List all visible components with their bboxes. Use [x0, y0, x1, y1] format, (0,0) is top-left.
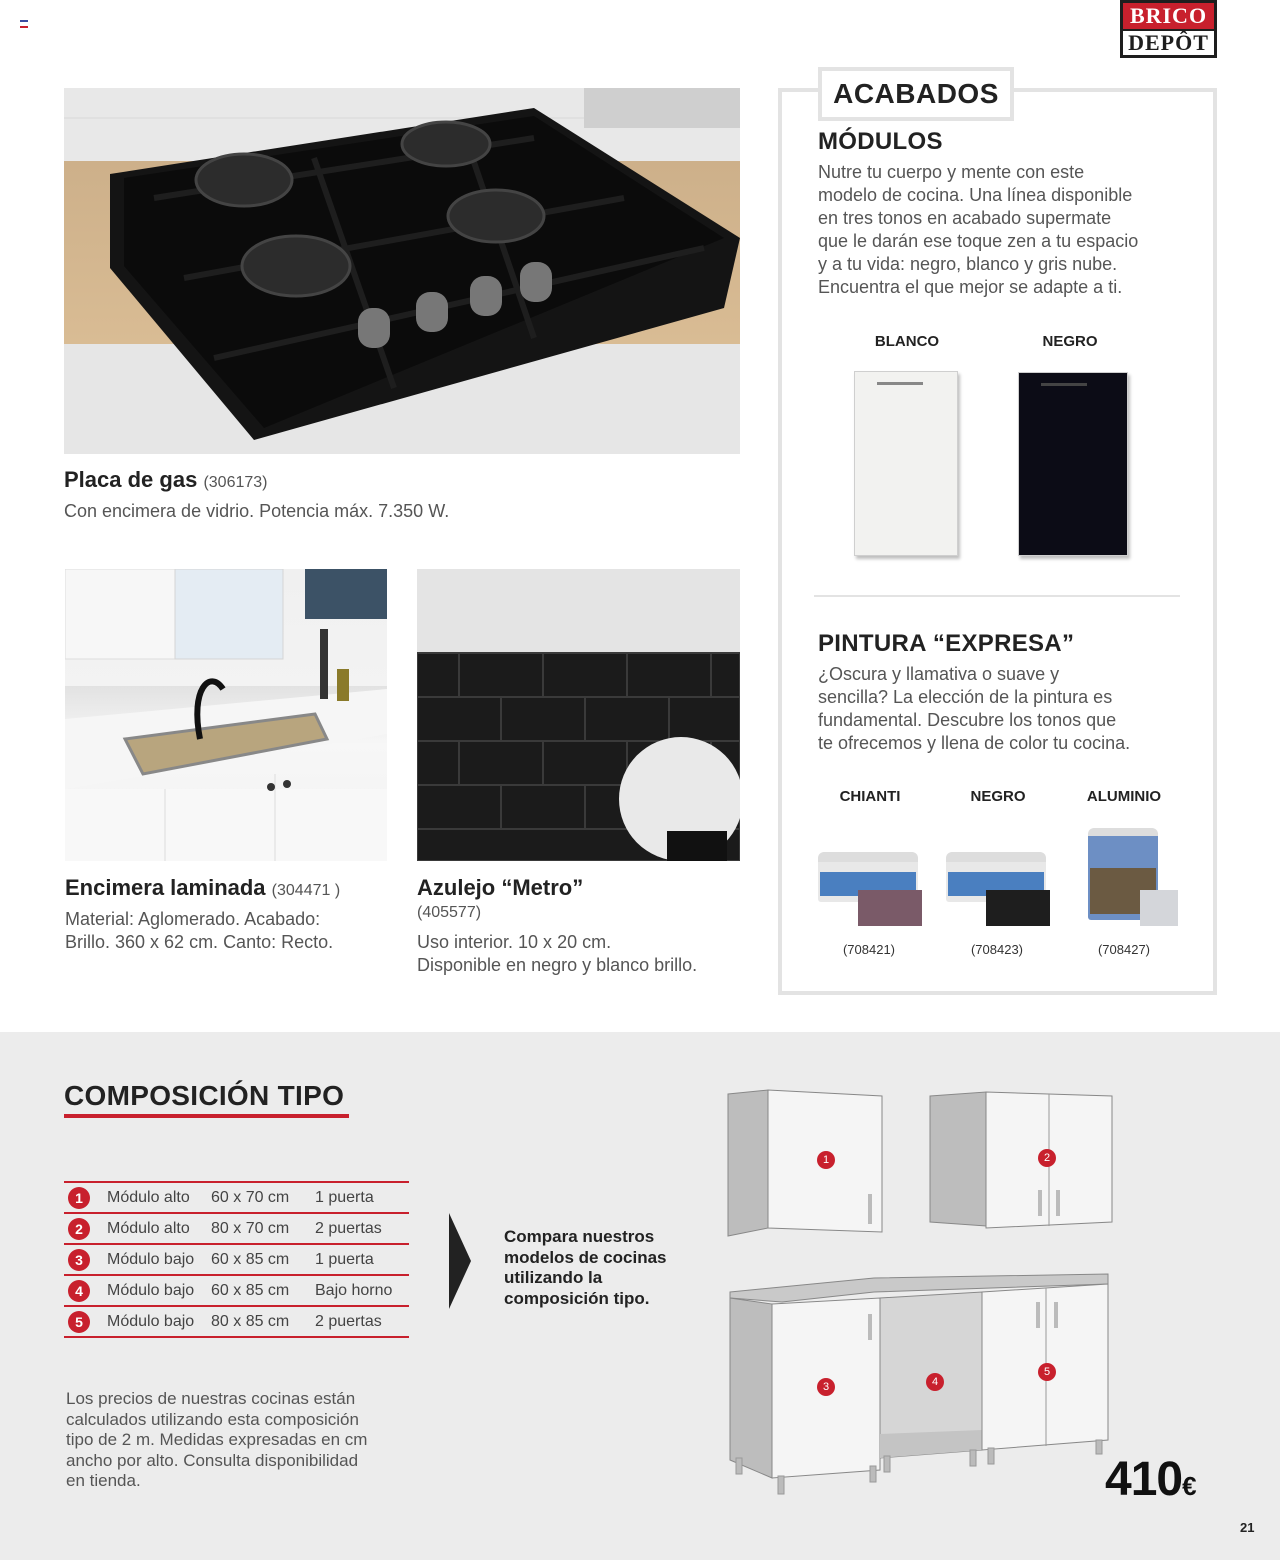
table-row	[64, 1306, 409, 1337]
swatch-label-blanco: BLANCO	[874, 333, 940, 350]
composicion-cabinets-drawing	[724, 1088, 1124, 1498]
row-number: 5	[68, 1311, 90, 1333]
chevron-right-icon	[449, 1213, 471, 1309]
row-detalle: 2 puertas	[315, 1213, 409, 1244]
price	[1105, 1452, 1196, 1507]
gas-hob-photo	[64, 88, 740, 454]
pintura-text-line: ¿Oscura y llamativa o suave y	[818, 664, 1060, 684]
note-line: calculados utilizando esta composición	[66, 1409, 359, 1429]
compare-line: composición tipo.	[504, 1288, 650, 1308]
countertop-code: (304471 )	[271, 882, 341, 899]
product-title-countertop	[65, 875, 340, 901]
row-number: 4	[68, 1280, 90, 1302]
row-tipo: Módulo bajo	[107, 1244, 211, 1275]
row-number: 3	[68, 1249, 90, 1271]
row-detalle: 1 puerta	[315, 1182, 409, 1213]
note-line: ancho por alto. Consulta disponibilidad	[66, 1450, 359, 1470]
row-tipo: Módulo alto	[107, 1213, 211, 1244]
row-number: 2	[68, 1218, 90, 1240]
paint-code-chianti: (708421)	[842, 942, 896, 957]
row-detalle: 2 puertas	[315, 1306, 409, 1337]
cabinet-marker-4: 4	[926, 1373, 944, 1391]
note-line: en tienda.	[66, 1471, 141, 1490]
modulos-text-line: y a tu vida: negro, blanco y gris nube.	[818, 254, 1118, 274]
tile-description	[417, 931, 747, 977]
logo-bottom-text: DEPÔT	[1123, 31, 1214, 55]
row-medida: 60 x 85 cm	[211, 1244, 315, 1275]
modulos-text-line: que le darán ese toque zen a tu espacio	[818, 231, 1139, 251]
row-medida: 80 x 70 cm	[211, 1213, 315, 1244]
countertop-description	[65, 908, 395, 954]
row-detalle: Bajo horno	[315, 1275, 409, 1306]
countertop-title: Encimera laminada	[65, 875, 266, 900]
cabinet-marker-1: 1	[817, 1151, 835, 1169]
composicion-underline	[64, 1114, 349, 1118]
compare-line: Compara nuestros	[504, 1227, 655, 1246]
laminate-countertop-photo	[65, 569, 387, 861]
row-number: 1	[68, 1187, 90, 1209]
paint-can-chianti	[818, 852, 924, 928]
table-row	[64, 1213, 409, 1244]
modulos-text-line: Encuentra el que mejor se adapte a ti.	[818, 277, 1123, 297]
compare-line: utilizando la	[504, 1268, 603, 1287]
tile-desc-line: Uso interior. 10 x 20 cm.	[417, 932, 612, 952]
paint-code-negro: (708423)	[970, 942, 1024, 957]
composicion-table	[64, 1181, 409, 1338]
paint-can-aluminio	[1088, 828, 1180, 928]
row-medida: 60 x 85 cm	[211, 1275, 315, 1306]
row-tipo: Módulo bajo	[107, 1306, 211, 1337]
pintura-text	[818, 663, 1198, 755]
paint-label-chianti: CHIANTI	[839, 788, 901, 805]
acabados-tab: ACABADOS	[818, 67, 1014, 121]
row-medida: 80 x 85 cm	[211, 1306, 315, 1337]
countertop-desc-line: Material: Aglomerado. Acabado:	[65, 909, 321, 929]
cabinet-marker-5: 5	[1038, 1363, 1056, 1381]
note-line: tipo de 2 m. Medidas expresadas en cm	[66, 1430, 368, 1449]
tile-code: (405577)	[417, 904, 482, 921]
note-line: Los precios de nuestras cocinas están	[66, 1389, 356, 1408]
paint-label-aluminio: ALUMINIO	[1086, 788, 1162, 805]
page-number: 21	[1240, 1520, 1255, 1535]
table-row	[64, 1182, 409, 1213]
pintura-text-line: fundamental. Descubre los tonos que	[818, 710, 1117, 730]
metro-tile-photo	[417, 569, 740, 861]
pintura-text-line: te ofrecemos y llena de color tu cocina.	[818, 733, 1131, 753]
logo-top-text: BRICO	[1123, 3, 1214, 29]
paint-can-negro	[946, 852, 1052, 928]
swatch-door-blanco	[854, 371, 958, 556]
price-currency: €	[1182, 1471, 1196, 1501]
table-row	[64, 1244, 409, 1275]
countertop-desc-line: Brillo. 360 x 62 cm. Canto: Recto.	[65, 932, 334, 952]
acabados-divider	[814, 595, 1180, 597]
modulos-text	[818, 161, 1198, 299]
row-medida: 60 x 70 cm	[211, 1182, 315, 1213]
product-title-hob	[64, 467, 267, 493]
modulos-text-line: en tres tonos en acabado supermate	[818, 208, 1112, 228]
swatch-door-negro	[1018, 372, 1128, 556]
modulos-text-line: modelo de cocina. Una línea disponible	[818, 185, 1133, 205]
row-tipo: Módulo bajo	[107, 1275, 211, 1306]
tile-desc-line: Disponible en negro y blanco brillo.	[417, 955, 698, 975]
composicion-title: COMPOSICIÓN TIPO	[64, 1080, 345, 1111]
brico-depot-logo	[1120, 0, 1217, 58]
cabinet-marker-2: 2	[1038, 1149, 1056, 1167]
paint-code-aluminio: (708427)	[1097, 942, 1151, 957]
pintura-text-line: sencilla? La elección de la pintura es	[818, 687, 1113, 707]
pintura-title: PINTURA “EXPRESA”	[818, 630, 1075, 657]
modulos-title: MÓDULOS	[818, 128, 943, 155]
price-value: 410	[1105, 1453, 1183, 1506]
compare-text	[504, 1227, 684, 1309]
modulos-text-line: Nutre tu cuerpo y mente con este	[818, 162, 1085, 182]
cabinet-marker-3: 3	[817, 1378, 835, 1396]
swatch-label-negro: NEGRO	[1042, 333, 1098, 350]
flag-icon	[20, 20, 28, 27]
paint-label-negro: NEGRO	[970, 788, 1026, 805]
hob-title: Placa de gas	[64, 467, 198, 492]
compare-line: modelos de cocinas	[504, 1247, 667, 1267]
row-tipo: Módulo alto	[107, 1182, 211, 1213]
composicion-note	[66, 1389, 406, 1492]
hob-code: (306173)	[203, 474, 268, 491]
row-detalle: 1 puerta	[315, 1244, 409, 1275]
tile-title: Azulejo “Metro”	[417, 875, 584, 900]
hob-description: Con encimera de vidrio. Potencia máx. 7.350 W.	[64, 501, 450, 521]
table-row	[64, 1275, 409, 1306]
